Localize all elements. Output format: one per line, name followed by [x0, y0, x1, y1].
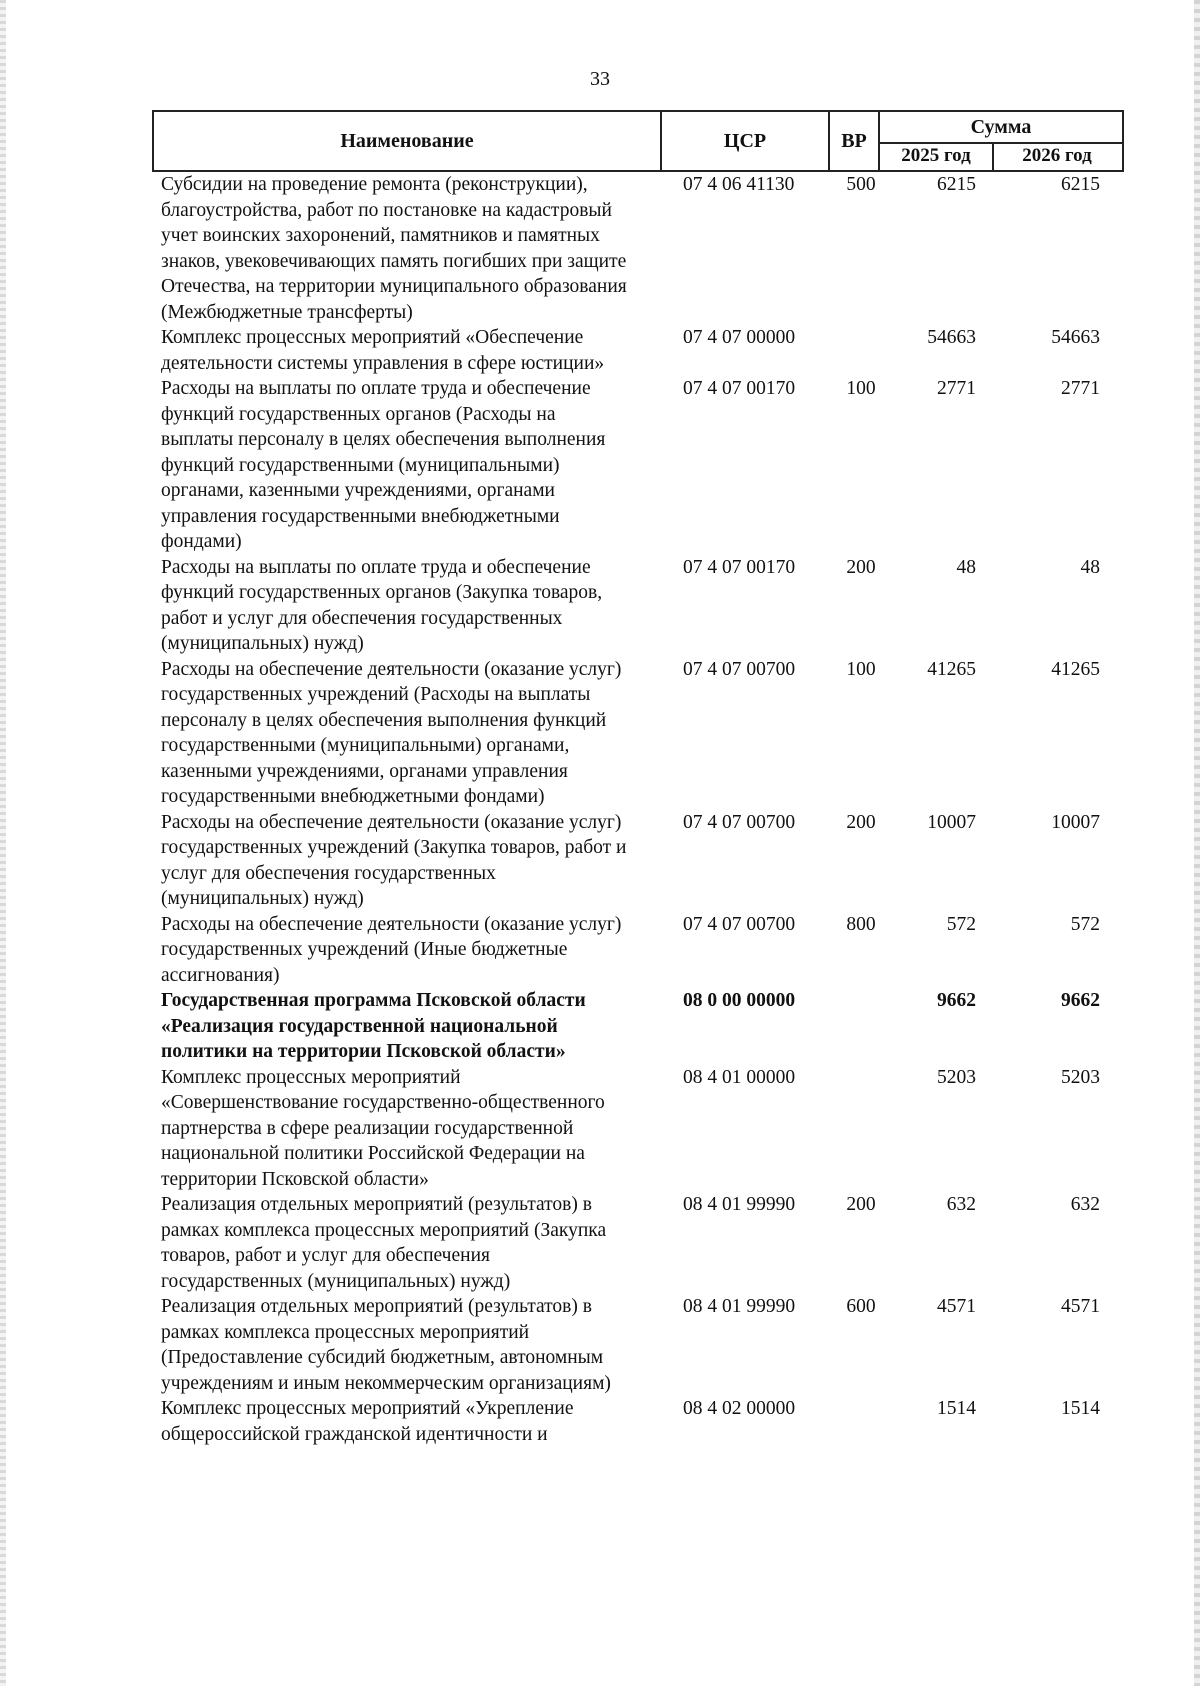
row-amount-2025: 1514	[937, 1398, 976, 1419]
table-header	[152, 110, 1124, 172]
row-csr: 07 4 07 00700	[683, 913, 796, 935]
scan-edge-left	[0, 0, 6, 1686]
row-amount-2026: 9662	[1061, 990, 1100, 1011]
row-name: Комплекс процессных мероприятий «Обеспечение деятельности системы управления в сфере юстиции»	[161, 327, 605, 374]
row-amount-2025: 6215	[937, 174, 976, 195]
row-name: Расходы на выплаты по оплате труда и обеспечение функций государственных органов (Закупка товаров, работ и услуг для обеспечения государственных (муниципальных) нужд)	[161, 556, 603, 654]
row-amount-2026: 54663	[1051, 327, 1100, 348]
table-row	[161, 325, 1121, 376]
row-amount-2026: 41265	[1051, 658, 1100, 680]
table-row	[161, 1396, 1121, 1447]
row-csr: 08 0 00 00000	[683, 990, 796, 1011]
row-csr: 07 4 07 00000	[683, 327, 796, 348]
header-csr: ЦСР	[662, 112, 830, 170]
row-csr: 07 4 07 00700	[683, 811, 796, 833]
row-vr: 500	[846, 174, 876, 195]
row-amount-2025: 632	[946, 1194, 976, 1215]
row-csr: 08 4 01 99990	[683, 1194, 796, 1215]
row-amount-2025: 10007	[927, 811, 976, 833]
row-csr: 07 4 07 00700	[683, 658, 796, 680]
table-row	[161, 1065, 1121, 1193]
row-amount-2025: 54663	[927, 327, 976, 348]
row-name: Комплекс процессных мероприятий «Совершенствование государственно-общественного партнерства в сфере реализации государственной национальной политики Российской Федерации на территории Псковской области»	[161, 1066, 605, 1190]
table-row	[161, 1294, 1121, 1396]
table-body	[161, 172, 1121, 1447]
table-row	[161, 657, 1121, 810]
row-vr: 200	[846, 556, 876, 578]
table-row-program	[161, 988, 1121, 1065]
row-vr: 200	[846, 1194, 876, 1215]
row-vr: 800	[846, 913, 876, 935]
table-row	[161, 810, 1121, 912]
row-name: Расходы на обеспечение деятельности (оказание услуг) государственных учреждений (Расходы на выплаты персоналу в целях обеспечения выполнения функций государственными (муниципальными) органами, казенными учреждениями, органами управления государственными внебюджетными фондами)	[161, 658, 622, 807]
header-year-2026: 2026 год	[1022, 145, 1092, 166]
table-row	[161, 1192, 1121, 1294]
row-name: Реализация отдельных мероприятий (результатов) в рамках комплекса процессных мероприятий (Предоставление субсидий бюджетным, автономным учреждениям и иным некоммерческим организациям)	[161, 1296, 611, 1394]
row-amount-2026: 5203	[1061, 1066, 1100, 1088]
row-amount-2025: 572	[946, 913, 976, 935]
row-csr: 08 4 01 00000	[683, 1066, 796, 1088]
row-vr: 200	[846, 811, 876, 833]
table-row	[161, 912, 1121, 989]
table-row	[161, 376, 1121, 555]
header-vr: ВР	[830, 112, 880, 170]
row-csr: 08 4 02 00000	[683, 1398, 796, 1419]
row-amount-2026: 6215	[1061, 174, 1100, 195]
row-name: Расходы на обеспечение деятельности (оказание услуг) государственных учреждений (Закупка товаров, работ и услуг для обеспечения государственных (муниципальных) нужд)	[161, 811, 627, 909]
row-amount-2025: 2771	[937, 378, 976, 399]
row-name: Государственная программа Псковской области «Реализация государственной национальной политики на территории Псковской области»	[161, 990, 586, 1062]
row-amount-2025: 48	[956, 556, 976, 578]
header-sum: Сумма	[880, 112, 1122, 144]
row-vr: 100	[846, 378, 876, 399]
row-csr: 08 4 01 99990	[683, 1296, 796, 1317]
page-number: 33	[590, 68, 610, 90]
row-amount-2026: 2771	[1061, 378, 1100, 399]
row-name: Расходы на обеспечение деятельности (оказание услуг) государственных учреждений (Иные бюджетные ассигнования)	[161, 913, 622, 986]
header-name: Наименование	[154, 112, 662, 170]
header-year-2025: 2025 год	[880, 142, 994, 170]
row-amount-2026: 572	[1070, 913, 1100, 935]
row-vr: 600	[846, 1296, 876, 1317]
row-amount-2025: 4571	[937, 1296, 976, 1317]
row-amount-2026: 48	[1080, 556, 1100, 578]
row-csr: 07 4 06 41130	[683, 174, 795, 195]
row-amount-2025: 9662	[937, 990, 976, 1011]
row-amount-2026: 1514	[1061, 1398, 1100, 1419]
row-name: Субсидии на проведение ремонта (реконструкции), благоустройства, работ по постановке на кадастровый учет воинских захоронений, памятников и памятных знаков, увековечивающих память погибших при защите Отечества, на территории муниципального образования (Межбюджетные трансферты)	[161, 174, 627, 323]
scan-edge-right	[1194, 0, 1200, 1686]
row-amount-2026: 632	[1070, 1194, 1100, 1215]
row-name: Реализация отдельных мероприятий (результатов) в рамках комплекса процессных мероприятий (Закупка товаров, работ и услуг для обеспечения государственных (муниципальных) нужд)	[161, 1194, 607, 1292]
row-csr: 07 4 07 00170	[683, 378, 796, 399]
row-amount-2026: 4571	[1061, 1296, 1100, 1317]
row-amount-2026: 10007	[1051, 811, 1100, 833]
row-csr: 07 4 07 00170	[683, 556, 796, 578]
table-row	[161, 172, 1121, 325]
row-amount-2025: 41265	[927, 658, 976, 680]
row-name: Расходы на выплаты по оплате труда и обеспечение функций государственных органов (Расходы на выплаты персоналу в целях обеспечения выполнения функций государственными (муниципальными) органами, казенными учреждениями, органами управления государственными внебюджетными фондами)	[161, 378, 606, 552]
row-amount-2025: 5203	[937, 1066, 976, 1088]
table-row	[161, 555, 1121, 657]
row-vr: 100	[846, 658, 876, 680]
row-name: Комплекс процессных мероприятий «Укрепление общероссийской гражданской идентичности и	[161, 1398, 574, 1445]
